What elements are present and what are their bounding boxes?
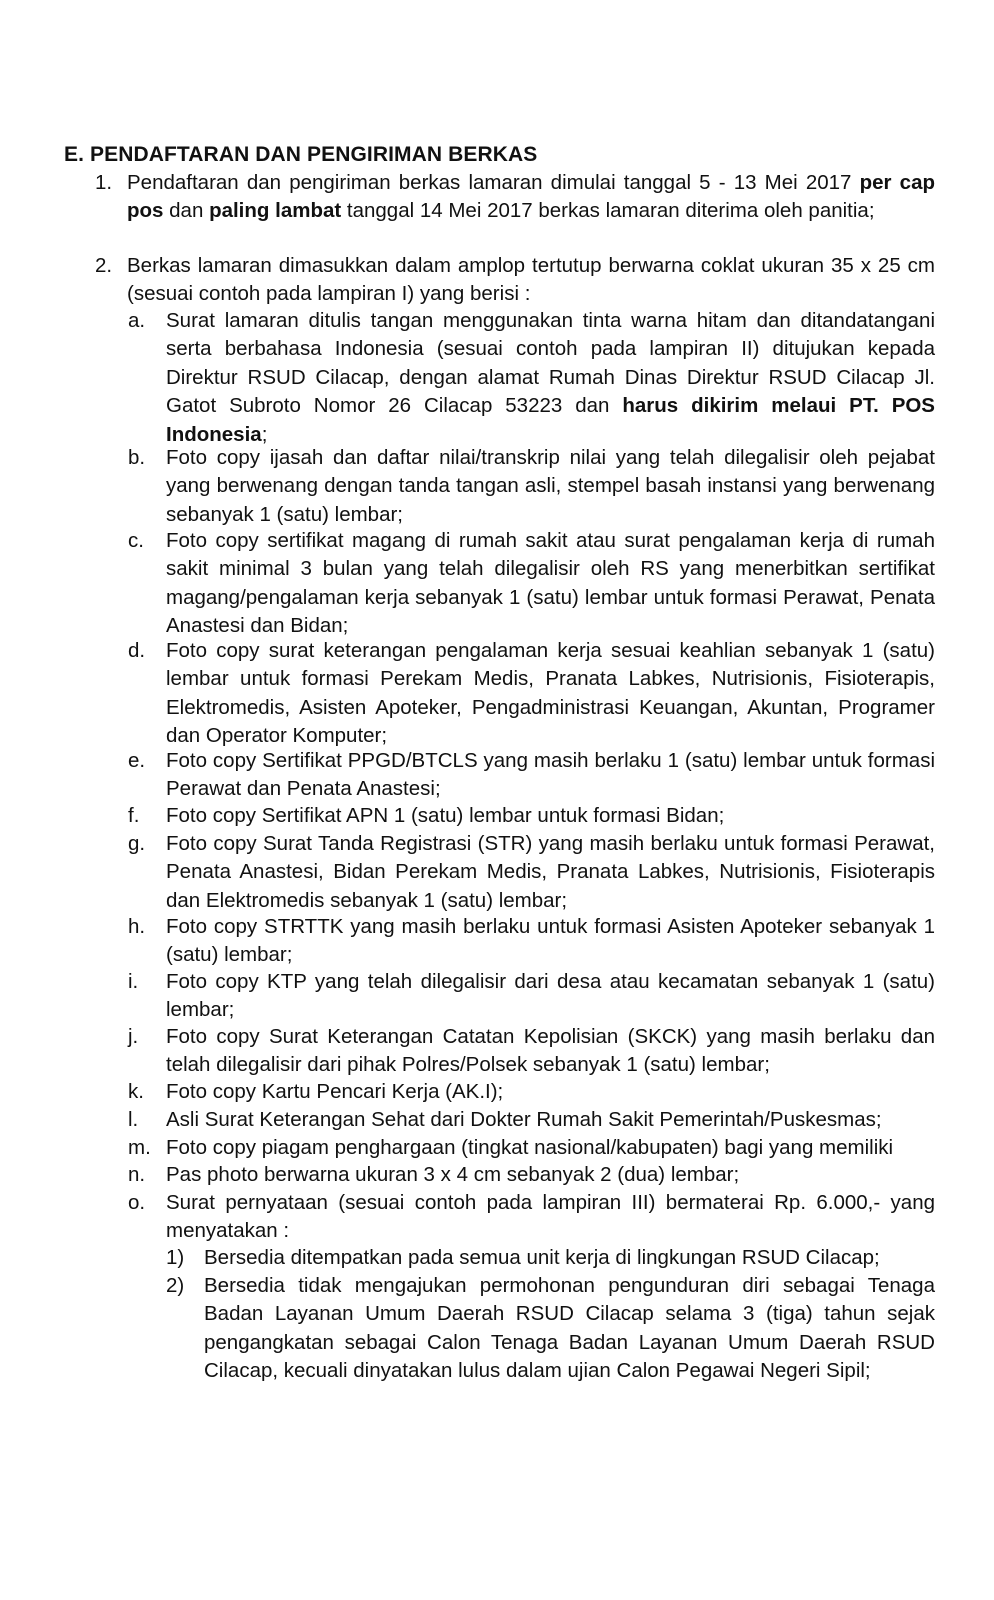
sub-item-j [128,1023,935,1080]
list-marker: i. [128,970,139,993]
list-marker: 1. [95,171,113,194]
list-marker: 2. [95,254,113,277]
list-text: Foto copy Surat Tanda Registrasi (STR) yang masih berlaku untuk formasi Perawat, Penata Anastesi, Bidan Perekam Medis, Pranata Labkes, Nutrisionis, Fisioterapis dan Elektromedis sebanyak 1 (satu) lembar; [166,832,935,912]
sub-item-o [128,1189,935,1246]
sub-item-c [128,527,935,641]
list-text: Foto copy sertifikat magang di rumah sakit atau surat pengalaman kerja di rumah sakit minimal 3 bulan yang telah dilegalisir oleh RS yang menerbitkan sertifikat magang/pengalaman kerja sebanyak 1 (satu) lembar untuk formasi Perawat, Penata Anastesi dan Bidan; [166,529,935,638]
list-text: Bersedia ditempatkan pada semua unit kerja di lingkungan RSUD Cilacap; [204,1246,880,1269]
sub-item-g [128,830,935,915]
list-marker: j. [128,1025,139,1048]
list-item-1 [95,169,935,226]
list-marker: b. [128,446,146,469]
list-text: Pendaftaran dan pengiriman berkas lamaran dimulai tanggal 5 - 13 Mei 2017 per cap pos dan paling lambat tanggal 14 Mei 2017 berkas lamaran diterima oleh panitia; [127,171,935,223]
sub-item-f [128,802,935,830]
list-text: Foto copy STRTTK yang masih berlaku untuk formasi Asisten Apoteker sebanyak 1 (satu) lembar; [166,915,935,967]
sub-item-h [128,913,935,970]
sub-item-l [128,1106,935,1134]
section-heading: E. PENDAFTARAN DAN PENGIRIMAN BERKAS [64,143,538,166]
list-marker: 1) [166,1246,185,1269]
list-marker: n. [128,1163,146,1186]
list-marker: f. [128,804,140,827]
list-marker: k. [128,1080,144,1103]
statement-item-1 [166,1244,935,1272]
list-text: Foto copy surat keterangan pengalaman kerja sesuai keahlian sebanyak 1 (satu) lembar untuk formasi Perekam Medis, Pranata Labkes, Nutrisionis, Fisioterapis, Elektromedis, Asisten Apoteker, Pengadministrasi Keuangan, Akuntan, Programer dan Operator Komputer; [166,639,935,748]
list-text: Surat pernyataan (sesuai contoh pada lampiran III) bermaterai Rp. 6.000,- yang menyatakan : [166,1191,935,1243]
list-text: Pas photo berwarna ukuran 3 x 4 cm sebanyak 2 (dua) lembar; [166,1163,740,1186]
list-text: Foto copy ijasah dan daftar nilai/transkrip nilai yang telah dilegalisir oleh pejabat yang berwenang dengan tanda tangan asli, stempel basah instansi yang berwenang sebanyak 1 (satu) lembar; [166,446,935,526]
list-marker: c. [128,529,144,552]
list-text: Foto copy Surat Keterangan Catatan Kepolisian (SKCK) yang masih berlaku dan telah dilegalisir dari pihak Polres/Polsek sebanyak 1 (satu) lembar; [166,1025,935,1077]
list-text: Foto copy piagam penghargaan (tingkat nasional/kabupaten) bagi yang memiliki [166,1136,894,1159]
list-text: Asli Surat Keterangan Sehat dari Dokter Rumah Sakit Pemerintah/Puskesmas; [166,1108,882,1131]
list-text: Berkas lamaran dimasukkan dalam amplop tertutup berwarna coklat ukuran 35 x 25 cm (sesuai contoh pada lampiran I) yang berisi : [127,254,935,306]
list-marker: h. [128,915,146,938]
list-marker: l. [128,1108,139,1131]
list-text: Surat lamaran ditulis tangan menggunakan tinta warna hitam dan ditandatangani serta berbahasa Indonesia (sesuai contoh pada lampiran II) ditujukan kepada Direktur RSUD Cilacap, dengan alamat Rumah Dinas Direktur RSUD Cilacap Jl. Gatot Subroto Nomor 26 Cilacap 53223 dan harus dikirim melaui PT. POS Indonesia; [166,309,935,446]
sub-item-a [128,307,935,449]
list-marker: d. [128,639,146,662]
list-text: Foto copy Kartu Pencari Kerja (AK.I); [166,1080,504,1103]
sub-item-k [128,1078,935,1106]
list-marker: 2) [166,1274,185,1297]
list-text: Bersedia tidak mengajukan permohonan pengunduran diri sebagai Tenaga Badan Layanan Umum Daerah RSUD Cilacap selama 3 (tiga) tahun sejak pengangkatan sebagai Calon Tenaga Badan Layanan Umum Daerah RSUD Cilacap, kecuali dinyatakan lulus dalam ujian Calon Pegawai Negeri Sipil; [204,1274,935,1383]
sub-item-e [128,747,935,804]
list-marker: a. [128,309,146,332]
sub-item-m [128,1134,935,1162]
list-text: Foto copy KTP yang telah dilegalisir dari desa atau kecamatan sebanyak 1 (satu) lembar; [166,970,935,1022]
list-marker: g. [128,832,146,855]
list-marker: o. [128,1191,146,1214]
list-marker: m. [128,1136,151,1159]
list-marker: e. [128,749,146,772]
sub-item-b [128,444,935,529]
sub-item-d [128,637,935,751]
sub-item-i [128,968,935,1025]
statement-item-2 [166,1272,935,1386]
sub-item-n [128,1161,935,1189]
list-text: Foto copy Sertifikat PPGD/BTCLS yang masih berlaku 1 (satu) lembar untuk formasi Perawat dan Penata Anastesi; [166,749,935,801]
list-item-2 [95,252,935,309]
list-text: Foto copy Sertifikat APN 1 (satu) lembar untuk formasi Bidan; [166,804,725,827]
